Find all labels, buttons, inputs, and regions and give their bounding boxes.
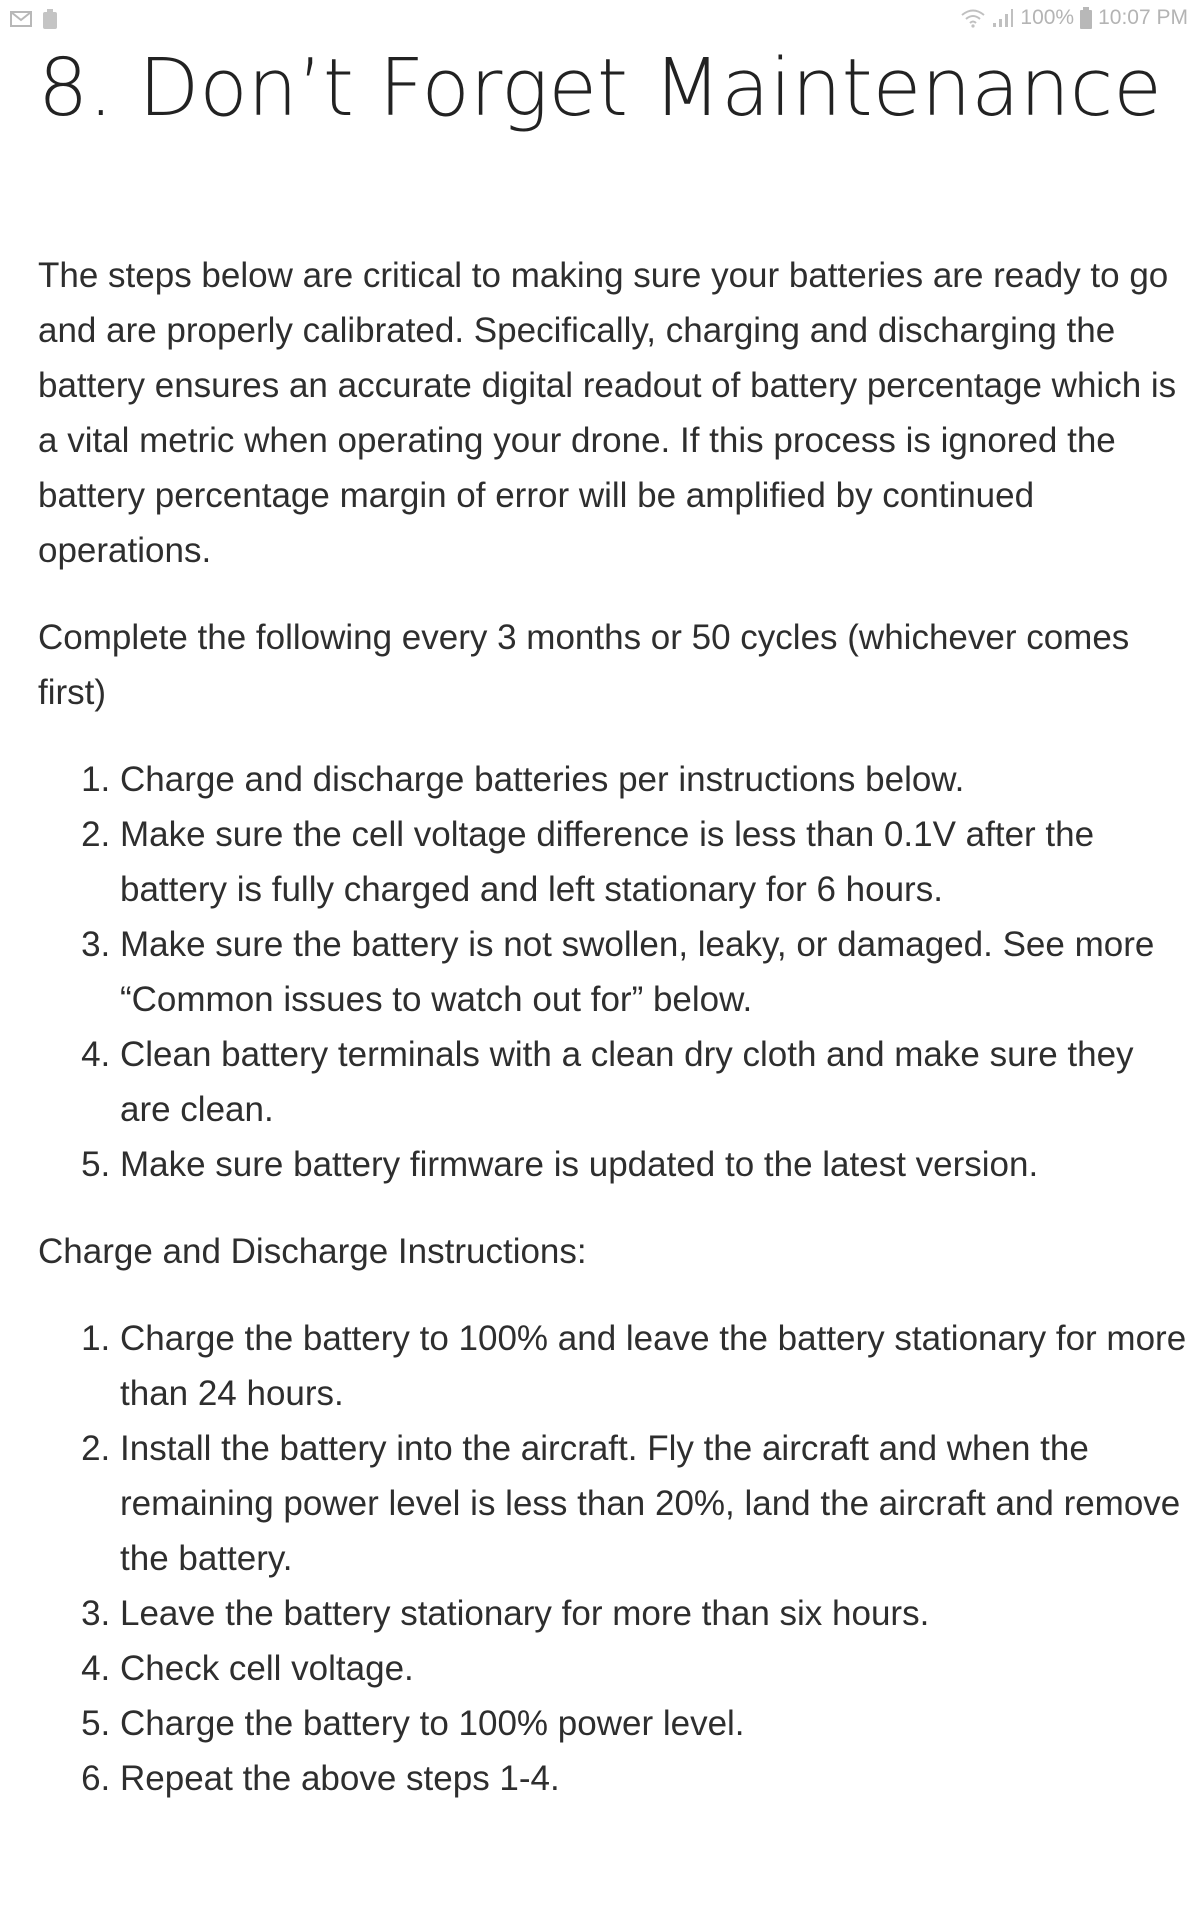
list-item: 5. Make sure battery firmware is updated to the latest version.	[120, 1137, 1188, 1192]
list-item: 3. Make sure the battery is not swollen, leaky, or damaged. See more “Common issues to watch out for” below.	[120, 917, 1188, 1027]
list-item: 4. Check cell voltage.	[120, 1641, 1188, 1696]
list-item: 1. Charge the battery to 100% and leave the battery stationary for more than 24 hours.	[120, 1311, 1188, 1421]
wifi-icon	[960, 8, 986, 28]
intro-paragraph: The steps below are critical to making sure your batteries are ready to go and are properly calibrated. Specifically, charging and discharging the battery ensures an accurate digital readout of battery percentage which is a vital metric when operating your drone. If this process is ignored the battery percentage margin of error will be amplified by continued operations.	[38, 256, 1177, 570]
article-title: 8. Don’t Forget Maintenance	[38, 42, 1162, 134]
schedule-paragraph: Complete the following every 3 months or 50 cycles (whichever comes first)	[38, 618, 1130, 712]
battery-icon	[1080, 7, 1092, 29]
badge-icon	[42, 8, 58, 30]
signal-icon	[992, 8, 1014, 28]
battery-percent: 100%	[1020, 6, 1075, 29]
status-left	[10, 8, 58, 30]
status-right	[960, 6, 1188, 30]
charge-instructions-heading: Charge and Discharge Instructions:	[38, 1232, 587, 1271]
article	[38, 40, 1188, 1806]
list-item: 2. Make sure the cell voltage difference is less than 0.1V after the battery is fully charged and left stationary for 6 hours.	[120, 807, 1188, 917]
list-item: 5. Charge the battery to 100% power level.	[120, 1696, 1188, 1751]
status-bar	[0, 0, 1200, 38]
list-item: 1. Charge and discharge batteries per instructions below.	[120, 752, 1188, 807]
clock: 10:07 PM	[1098, 6, 1188, 29]
list-item: 3. Leave the battery stationary for more than six hours.	[120, 1586, 1188, 1641]
list-item: 4. Clean battery terminals with a clean dry cloth and make sure they are clean.	[120, 1027, 1188, 1137]
list-item: 2. Install the battery into the aircraft. Fly the aircraft and when the remaining power level is less than 20%, land the aircraft and remove the battery.	[120, 1421, 1188, 1586]
list-item: 6. Repeat the above steps 1-4.	[120, 1751, 1188, 1806]
maintenance-steps-list	[38, 752, 1188, 1192]
gmail-icon	[10, 10, 32, 28]
charge-steps-list	[38, 1311, 1188, 1806]
